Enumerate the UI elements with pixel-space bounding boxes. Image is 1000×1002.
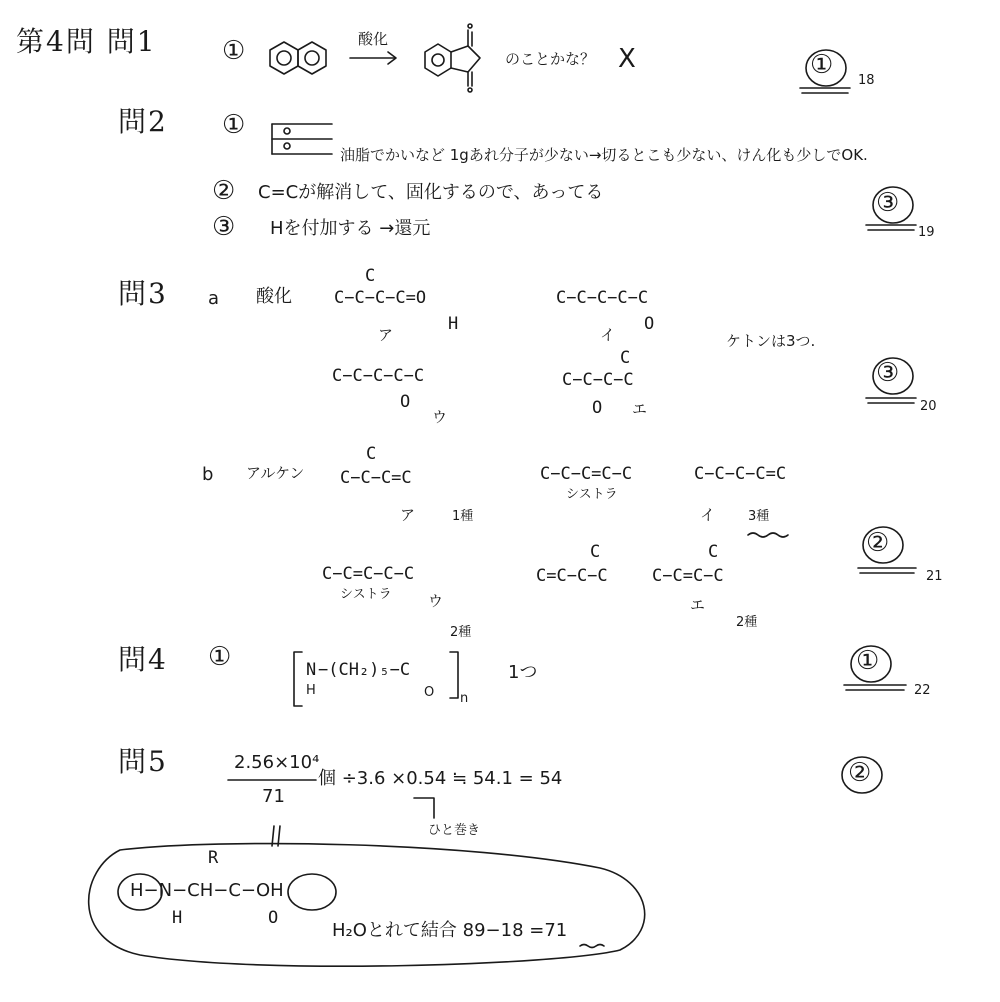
q3b-struct-a: C−C−C=C bbox=[340, 468, 412, 488]
q4-formula-h: H bbox=[306, 683, 316, 698]
q3a-note: ケトンは3つ. bbox=[726, 332, 816, 350]
q2-label: 問2 bbox=[118, 105, 168, 138]
q3a-struct-e-oxygen: O bbox=[592, 398, 603, 418]
q5-box-h: H bbox=[172, 908, 183, 928]
q3b-answer-number: 21 bbox=[926, 569, 943, 584]
q3a-struct-u-label: ウ bbox=[432, 408, 448, 426]
q3b-struct-i-label: イ bbox=[700, 506, 716, 524]
q3b-struct-u: C−C=C−C−C bbox=[322, 564, 415, 584]
q2-answer: ③ bbox=[876, 188, 900, 218]
q3-part-b-title: アルケン bbox=[246, 464, 305, 482]
wavy-mark bbox=[748, 533, 788, 537]
naphthalene-structure bbox=[270, 42, 326, 74]
q3a-struct-a: C−C−C−C=O bbox=[334, 288, 427, 308]
q1-note: のことかな？ bbox=[505, 50, 596, 68]
q3a-struct-e-branch: C bbox=[620, 348, 631, 368]
q5-box-r: R bbox=[208, 848, 219, 868]
q3a-struct-i-oxygen: O bbox=[644, 314, 655, 334]
q1-answer: ① bbox=[810, 50, 834, 80]
q2-line3-text: Hを付加する →還元 bbox=[270, 218, 431, 239]
q2-line1-number: ① bbox=[222, 110, 246, 140]
q4-number: ① bbox=[208, 642, 232, 672]
q4-formula-oxygen: O bbox=[424, 685, 435, 700]
q5-box-oxygen: O bbox=[268, 908, 279, 928]
q3b-struct-e2: C−C=C−C bbox=[652, 566, 724, 586]
q3a-answer-number: 20 bbox=[920, 399, 937, 414]
q3b-struct-e-count: 2種 bbox=[736, 615, 758, 630]
q4-label: 問4 bbox=[118, 643, 168, 676]
q3b-struct-a-branch: C bbox=[366, 444, 377, 464]
q4-answer-number: 22 bbox=[914, 683, 931, 698]
q3b-struct-i-count: 3種 bbox=[748, 509, 770, 524]
q3a-struct-u-oxygen: O bbox=[400, 392, 411, 412]
q3a-struct-e-label: エ bbox=[632, 400, 648, 418]
wavy-mark bbox=[580, 945, 604, 948]
q3a-struct-i-label: イ bbox=[600, 326, 616, 344]
q3b-struct-i1: C−C−C=C−C bbox=[540, 464, 633, 484]
q3b-struct-u-label: ウ bbox=[428, 592, 444, 610]
q5-answer: ② bbox=[848, 758, 872, 788]
q3a-struct-e: C−C−C−C bbox=[562, 370, 634, 390]
q3b-struct-e-label: エ bbox=[690, 596, 706, 614]
q4-count: 2種 bbox=[450, 625, 472, 640]
q4-formula-body: −(CH₂)₅−C bbox=[318, 660, 411, 680]
q3-part-b: b bbox=[202, 464, 214, 485]
q3-part-a: a bbox=[208, 288, 220, 309]
reaction-arrow bbox=[350, 52, 396, 64]
q1-number: ① bbox=[222, 36, 246, 66]
q3a-struct-i: C−C−C−C−C bbox=[556, 288, 649, 308]
q1-mark: X bbox=[618, 44, 636, 74]
q5-box-formula: H−N−CH−C−OH bbox=[130, 880, 284, 901]
fat-molecule-sketch bbox=[272, 124, 332, 154]
q1-answer-number: 18 bbox=[858, 73, 875, 88]
q4-note: 1つ bbox=[508, 662, 538, 683]
q3a-answer: ③ bbox=[876, 358, 900, 388]
q4-formula-subscript: n bbox=[460, 691, 469, 706]
q4-answer: ① bbox=[856, 646, 880, 676]
q4-formula-n: N bbox=[306, 660, 317, 680]
q3b-struct-e1: C=C−C−C bbox=[536, 566, 608, 586]
q5-numerator: 2.56×10⁴ bbox=[234, 752, 320, 773]
q5-box-note: H₂Oとれて結合 89−18 =71 bbox=[332, 920, 568, 941]
q3a-struct-u: C−C−C−C−C bbox=[332, 366, 425, 386]
q3b-struct-u-note: シストラ bbox=[340, 587, 392, 602]
q5-sub-note: ひと巻き bbox=[428, 823, 481, 838]
q2-line1-text: 油脂でかいなど 1gあれ分子が少ない→切るとこも少ない、けん化も少しでOK. bbox=[340, 146, 868, 164]
q3b-struct-e1-branch: C bbox=[590, 542, 601, 562]
phthalic-anhydride-structure bbox=[425, 24, 480, 92]
q3b-struct-i1-note: シストラ bbox=[566, 487, 618, 502]
q3b-struct-a-label: ア bbox=[400, 506, 416, 524]
q5-label: 問5 bbox=[118, 745, 168, 778]
q3b-answer: ② bbox=[866, 528, 890, 558]
q2-answer-number: 19 bbox=[918, 225, 935, 240]
q5-denominator: 71 bbox=[262, 786, 285, 807]
q2-line3-number: ③ bbox=[212, 212, 236, 242]
q5-expression: 個 ÷3.6 ×0.54 ≒ 54.1 = 54 bbox=[318, 768, 563, 789]
q2-line2-text: C=Cが解消して、固化するので、あってる bbox=[258, 182, 604, 203]
q3-part-a-title: 酸化 bbox=[256, 286, 292, 307]
q2-line2-number: ② bbox=[212, 176, 236, 206]
q1-arrow-label: 酸化 bbox=[358, 30, 389, 48]
q3b-struct-e2-branch: C bbox=[708, 542, 719, 562]
q3a-struct-a-branch: C bbox=[365, 266, 376, 286]
q3b-struct-i2: C−C−C−C=C bbox=[694, 464, 787, 484]
note-bracket bbox=[414, 798, 434, 818]
q3a-struct-a-h: H bbox=[448, 314, 459, 334]
page-title: 第4問 問1 bbox=[16, 25, 157, 58]
q3-label: 問3 bbox=[118, 277, 168, 310]
q3b-struct-a-count: 1種 bbox=[452, 509, 474, 524]
amino-acid-loop bbox=[89, 844, 645, 967]
q3a-struct-a-label: ア bbox=[378, 326, 394, 344]
